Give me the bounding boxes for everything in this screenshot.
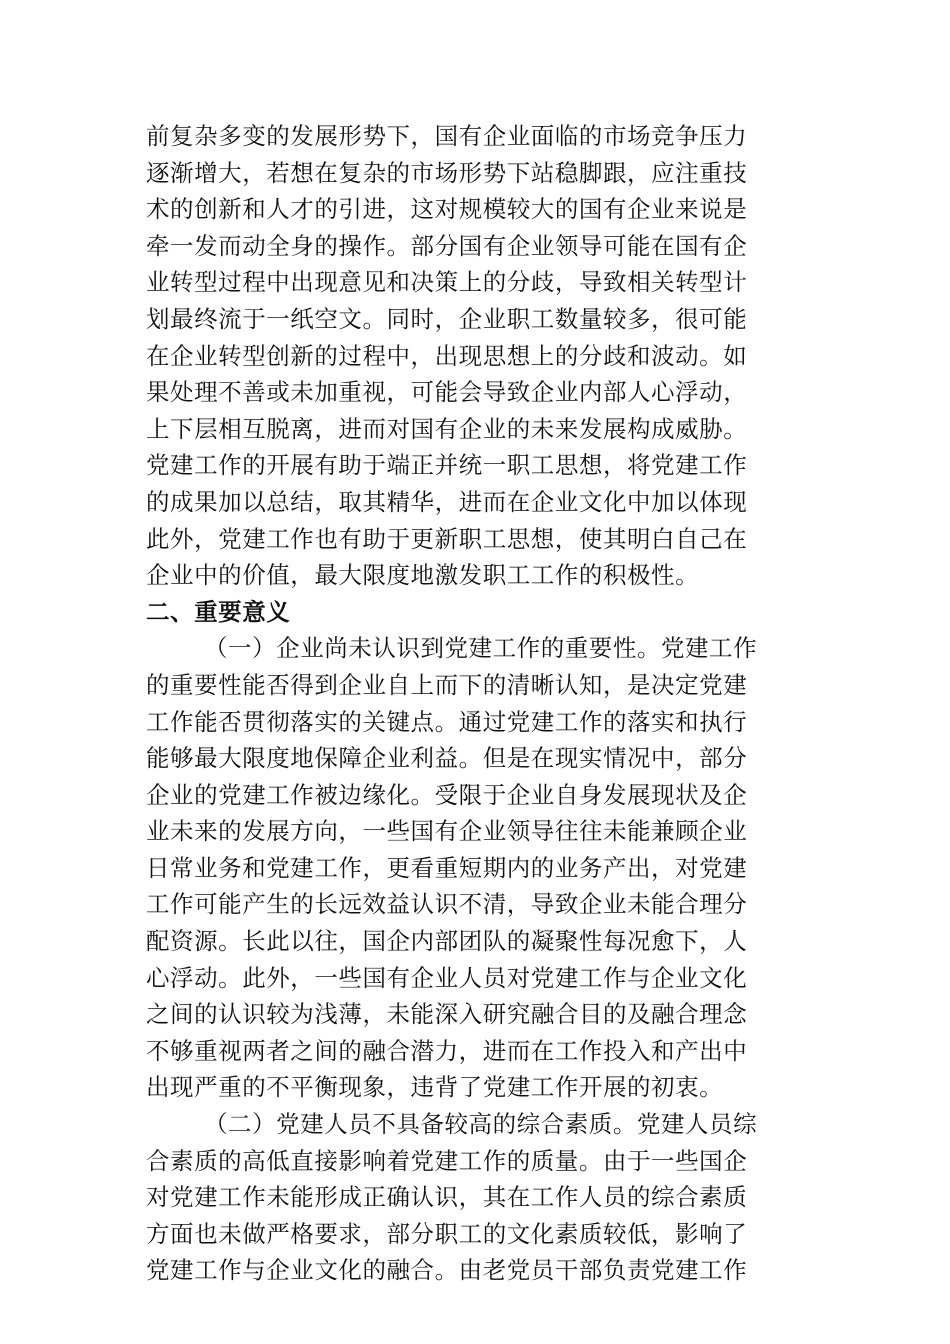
text-line: 企业中的价值，最大限度地激发职工工作的积极性。 (146, 561, 700, 590)
text-line: 术的创新和人才的引进，这对规模较大的国有企业来说是 (146, 195, 748, 224)
text-line: 对党建工作未能形成正确认识，其在工作人员的综合素质 (146, 1183, 748, 1212)
text-line: 业转型过程中出现意见和决策上的分歧，导致相关转型计 (146, 268, 748, 297)
text-line: 此外，党建工作也有助于更新职工思想，使其明白自己在 (146, 524, 748, 553)
text-line: 果处理不善或未加重视，可能会导致企业内部人心浮动， (146, 378, 748, 407)
paragraph-2 (146, 1106, 806, 1289)
text-line: 党建工作与企业文化的融合。由老党员干部负责党建工作 (146, 1256, 748, 1285)
text-line: 合素质的高低直接影响着党建工作的质量。由于一些国企 (146, 1146, 748, 1175)
paragraph-1 (146, 630, 806, 1106)
text-line: 上下层相互脱离，进而对国有企业的未来发展构成威胁。 (146, 414, 748, 443)
text-line: 方面也未做严格要求，部分职工的文化素质较低，影响了 (146, 1219, 748, 1248)
text-line: 牵一发而动全身的操作。部分国有企业领导可能在国有企 (146, 231, 748, 260)
text-line: 工作能否贯彻落实的关键点。通过党建工作的落实和执行 (146, 707, 748, 736)
intro-paragraph (146, 118, 806, 594)
text-line: 划最终流于一纸空文。同时，企业职工数量较多，很可能 (146, 304, 748, 333)
text-line: （一）企业尚未认识到党建工作的重要性。党建工作 (204, 634, 758, 663)
text-line: 的成果加以总结，取其精华，进而在企业文化中加以体现 (146, 487, 748, 516)
text-line: 逐渐增大，若想在复杂的市场形势下站稳脚跟，应注重技 (146, 158, 748, 187)
text-line: 在企业转型创新的过程中，出现思想上的分歧和波动。如 (146, 341, 748, 370)
text-line: 配资源。长此以往，国企内部团队的凝聚性每况愈下，人 (146, 927, 748, 956)
document-page (146, 118, 806, 1289)
text-line: 业未来的发展方向，一些国有企业领导往往未能兼顾企业 (146, 817, 748, 846)
text-line: 之间的认识较为浅薄，未能深入研究融合目的及融合理念 (146, 1000, 748, 1029)
text-line: （二）党建人员不具备较高的综合素质。党建人员综 (204, 1110, 758, 1139)
text-line: 心浮动。此外，一些国有企业人员对党建工作与企业文化 (146, 963, 748, 992)
text-line: 工作可能产生的长远效益认识不清，导致企业未能合理分 (146, 890, 748, 919)
text-line: 出现严重的不平衡现象，违背了党建工作开展的初衷。 (146, 1073, 724, 1102)
text-line: 不够重视两者之间的融合潜力，进而在工作投入和产出中 (146, 1036, 748, 1065)
text-line: 前复杂多变的发展形势下，国有企业面临的市场竞争压力 (146, 122, 748, 150)
text-line: 企业的党建工作被边缘化。受限于企业自身发展现状及企 (146, 780, 748, 809)
text-line: 的重要性能否得到企业自上而下的清晰认知，是决定党建 (146, 670, 748, 699)
text-line: 能够最大限度地保障企业利益。但是在现实情况中，部分 (146, 744, 748, 773)
text-line: 党建工作的开展有助于端正并统一职工思想，将党建工作 (146, 451, 748, 480)
section-heading: 二、重要意义 (146, 597, 291, 626)
text-line: 日常业务和党建工作，更看重短期内的业务产出，对党建 (146, 853, 748, 882)
